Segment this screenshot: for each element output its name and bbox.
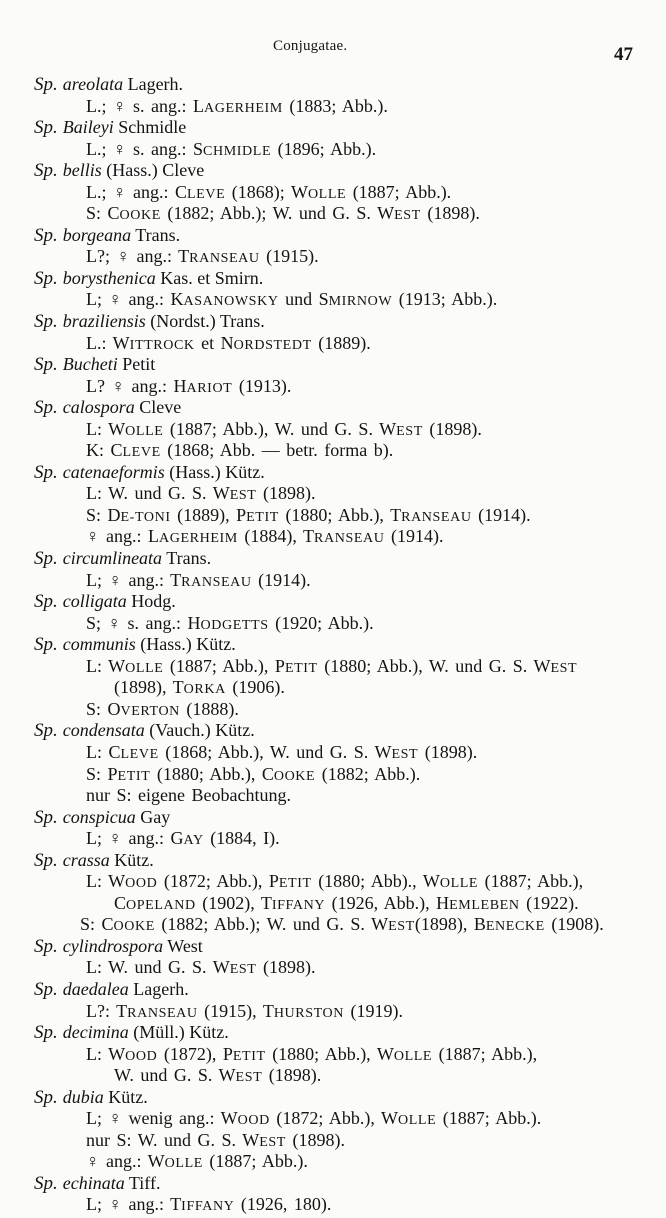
species-epithet: areolata bbox=[62, 74, 124, 94]
species-epithet: colligata bbox=[62, 591, 127, 612]
reference-line: L.: WITTROCK et NORDSTEDT (1889). bbox=[86, 332, 371, 353]
genus-abbrev: Sp. bbox=[34, 160, 58, 182]
species-epithet: crassa bbox=[62, 849, 110, 870]
reference-line: L? ♀ ang.: HARIOT (1913). bbox=[86, 375, 292, 396]
species-heading bbox=[0, 160, 666, 182]
genus-abbrev: Sp. bbox=[34, 806, 58, 828]
species-heading bbox=[0, 936, 666, 958]
species-author: Kütz. bbox=[114, 849, 154, 870]
species-author: Hodg. bbox=[131, 591, 176, 612]
species-author: (Müll.) Kütz. bbox=[133, 1022, 229, 1043]
species-epithet: daedalea bbox=[62, 978, 129, 999]
species-heading bbox=[0, 268, 666, 290]
reference-continuation: W. und G. S. WEST (1898). bbox=[114, 1065, 322, 1086]
species-heading bbox=[0, 979, 666, 1001]
species-author: Kas. et Smirn. bbox=[160, 267, 264, 288]
species-author: Lagerh. bbox=[127, 74, 184, 94]
species-author: (Nordst.) Trans. bbox=[150, 311, 265, 332]
species-heading bbox=[0, 397, 666, 419]
reference-line: L: W. und G. S. WEST (1898). bbox=[86, 483, 316, 504]
species-author: Tiff. bbox=[128, 1172, 161, 1193]
species-author: Kütz. bbox=[108, 1086, 148, 1107]
species-author: West bbox=[167, 935, 203, 956]
species-epithet: communis bbox=[62, 634, 136, 655]
reference-line: L; ♀ wenig ang.: WOOD (1872; Abb.), WOLLE (1887; Abb.). bbox=[86, 1108, 542, 1129]
species-heading bbox=[0, 354, 666, 376]
reference-line: L: CLEVE (1868; Abb.), W. und G. S. WEST (1898). bbox=[86, 741, 478, 762]
species-list bbox=[0, 74, 666, 1216]
species-epithet: Baileyi bbox=[62, 117, 114, 138]
species-epithet: echinata bbox=[62, 1172, 125, 1193]
species-epithet: borgeana bbox=[62, 224, 132, 245]
reference-line: L?; ♀ ang.: TRANSEAU (1915). bbox=[86, 246, 319, 267]
reference-line: S: COOKE (1882; Abb.); W. und G. S. WEST (1898). bbox=[86, 203, 480, 224]
genus-abbrev: Sp. bbox=[34, 591, 58, 613]
reference-line: L; ♀ ang.: GAY (1884, I). bbox=[86, 828, 280, 849]
reference-continuation: (1898), TORKA (1906). bbox=[114, 677, 285, 698]
species-heading bbox=[0, 225, 666, 247]
genus-abbrev: Sp. bbox=[34, 74, 58, 95]
genus-abbrev: Sp. bbox=[34, 935, 58, 957]
reference-line: S: COOKE (1882; Abb.); W. und G. S. WEST(1898), BENECKE (1908). bbox=[80, 914, 604, 935]
species-heading bbox=[0, 1022, 666, 1044]
species-epithet: catenaeformis bbox=[62, 461, 165, 482]
reference-line: S: PETIT (1880; Abb.), COOKE (1882; Abb.). bbox=[86, 763, 421, 784]
reference-continuation: COPELAND (1902), TIFFANY (1926, Abb.), HEMLEBEN (1922). bbox=[114, 892, 579, 913]
genus-abbrev: Sp. bbox=[34, 548, 58, 570]
genus-abbrev: Sp. bbox=[34, 849, 58, 871]
species-epithet: decimina bbox=[62, 1022, 129, 1043]
species-author: (Hass.) Cleve bbox=[106, 160, 205, 181]
species-epithet: circumlineata bbox=[62, 548, 163, 569]
genus-abbrev: Sp. bbox=[34, 224, 58, 246]
reference-line: L; ♀ ang.: TRANSEAU (1914). bbox=[86, 569, 311, 590]
genus-abbrev: Sp. bbox=[34, 397, 58, 419]
reference-line: L; ♀ ang.: KASANOWSKY und SMIRNOW (1913; Abb.). bbox=[86, 289, 498, 310]
running-head: Conjugatae. bbox=[273, 38, 348, 54]
reference-line: S: OVERTON (1888). bbox=[86, 698, 239, 719]
reference-line: ♀ ang.: WOLLE (1887; Abb.). bbox=[86, 1151, 308, 1172]
species-epithet: cylindrospora bbox=[62, 935, 164, 956]
reference-line: K: CLEVE (1868; Abb. — betr. forma b). bbox=[86, 440, 394, 461]
species-author: Trans. bbox=[135, 224, 181, 245]
species-heading bbox=[0, 117, 666, 139]
reference-line: S; ♀ s. ang.: HODGETTS (1920; Abb.). bbox=[86, 612, 374, 633]
species-epithet: braziliensis bbox=[62, 311, 146, 332]
reference-line: nur S: W. und G. S. WEST (1898). bbox=[86, 1129, 345, 1150]
species-heading bbox=[0, 548, 666, 570]
species-heading bbox=[0, 720, 666, 742]
genus-abbrev: Sp. bbox=[34, 354, 58, 376]
reference-line: S: DE-TONI (1889), PETIT (1880; Abb.), TRANSEAU (1914). bbox=[86, 504, 531, 525]
genus-abbrev: Sp. bbox=[34, 267, 58, 289]
species-author: (Hass.) Kütz. bbox=[169, 461, 265, 482]
species-epithet: conspicua bbox=[62, 806, 136, 827]
reference-line: L: WOOD (1872; Abb.), PETIT (1880; Abb)., WOLLE (1887; Abb.), bbox=[86, 871, 584, 892]
genus-abbrev: Sp. bbox=[34, 720, 58, 742]
reference-line: L: W. und G. S. WEST (1898). bbox=[86, 957, 316, 978]
genus-abbrev: Sp. bbox=[34, 117, 58, 139]
reference-line: L: WOLLE (1887; Abb.), W. und G. S. WEST (1898). bbox=[86, 418, 482, 439]
species-author: Schmidle bbox=[118, 117, 187, 138]
reference-line: nur S: eigene Beobachtung. bbox=[86, 785, 291, 806]
species-heading bbox=[0, 1087, 666, 1109]
species-epithet: calospora bbox=[62, 397, 135, 418]
genus-abbrev: Sp. bbox=[34, 1022, 58, 1044]
species-heading bbox=[0, 591, 666, 613]
genus-abbrev: Sp. bbox=[34, 311, 58, 333]
species-epithet: borysthenica bbox=[62, 267, 156, 288]
species-author: Lagerh. bbox=[133, 978, 189, 999]
species-heading bbox=[0, 74, 666, 96]
species-author: Gay bbox=[140, 806, 171, 827]
reference-line: L: WOOD (1872), PETIT (1880; Abb.), WOLLE (1887; Abb.), bbox=[86, 1043, 538, 1064]
reference-line: ♀ ang.: LAGERHEIM (1884), TRANSEAU (1914). bbox=[86, 526, 444, 547]
species-epithet: dubia bbox=[62, 1086, 104, 1107]
species-author: (Vauch.) Kütz. bbox=[149, 720, 255, 741]
genus-abbrev: Sp. bbox=[34, 978, 58, 1000]
species-author: (Hass.) Kütz. bbox=[140, 634, 236, 655]
genus-abbrev: Sp. bbox=[34, 461, 58, 483]
species-heading bbox=[0, 311, 666, 333]
reference-line: L; ♀ ang.: TIFFANY (1926, 180). bbox=[86, 1194, 332, 1215]
species-heading bbox=[0, 1173, 666, 1195]
species-author: Cleve bbox=[139, 397, 182, 418]
reference-line: L.; ♀ s. ang.: LAGERHEIM (1883; Abb.). bbox=[86, 95, 388, 116]
genus-abbrev: Sp. bbox=[34, 634, 58, 656]
species-heading bbox=[0, 634, 666, 656]
reference-line: L.; ♀ ang.: CLEVE (1868); WOLLE (1887; Abb.). bbox=[86, 181, 452, 202]
species-epithet: Bucheti bbox=[62, 354, 118, 375]
species-author: Petit bbox=[122, 354, 156, 375]
species-heading bbox=[0, 850, 666, 872]
reference-line: L?: TRANSEAU (1915), THURSTON (1919). bbox=[86, 1000, 404, 1021]
genus-abbrev: Sp. bbox=[34, 1086, 58, 1108]
reference-line: L: WOLLE (1887; Abb.), PETIT (1880; Abb.), W. und G. S. WEST bbox=[86, 655, 578, 676]
species-heading bbox=[0, 462, 666, 484]
species-epithet: bellis bbox=[62, 160, 102, 181]
species-heading bbox=[0, 807, 666, 829]
reference-line: L.; ♀ s. ang.: SCHMIDLE (1896; Abb.). bbox=[86, 138, 377, 159]
species-epithet: condensata bbox=[62, 720, 145, 741]
page-number: 47 bbox=[614, 44, 633, 65]
species-author: Trans. bbox=[166, 548, 212, 569]
genus-abbrev: Sp. bbox=[34, 1172, 58, 1194]
